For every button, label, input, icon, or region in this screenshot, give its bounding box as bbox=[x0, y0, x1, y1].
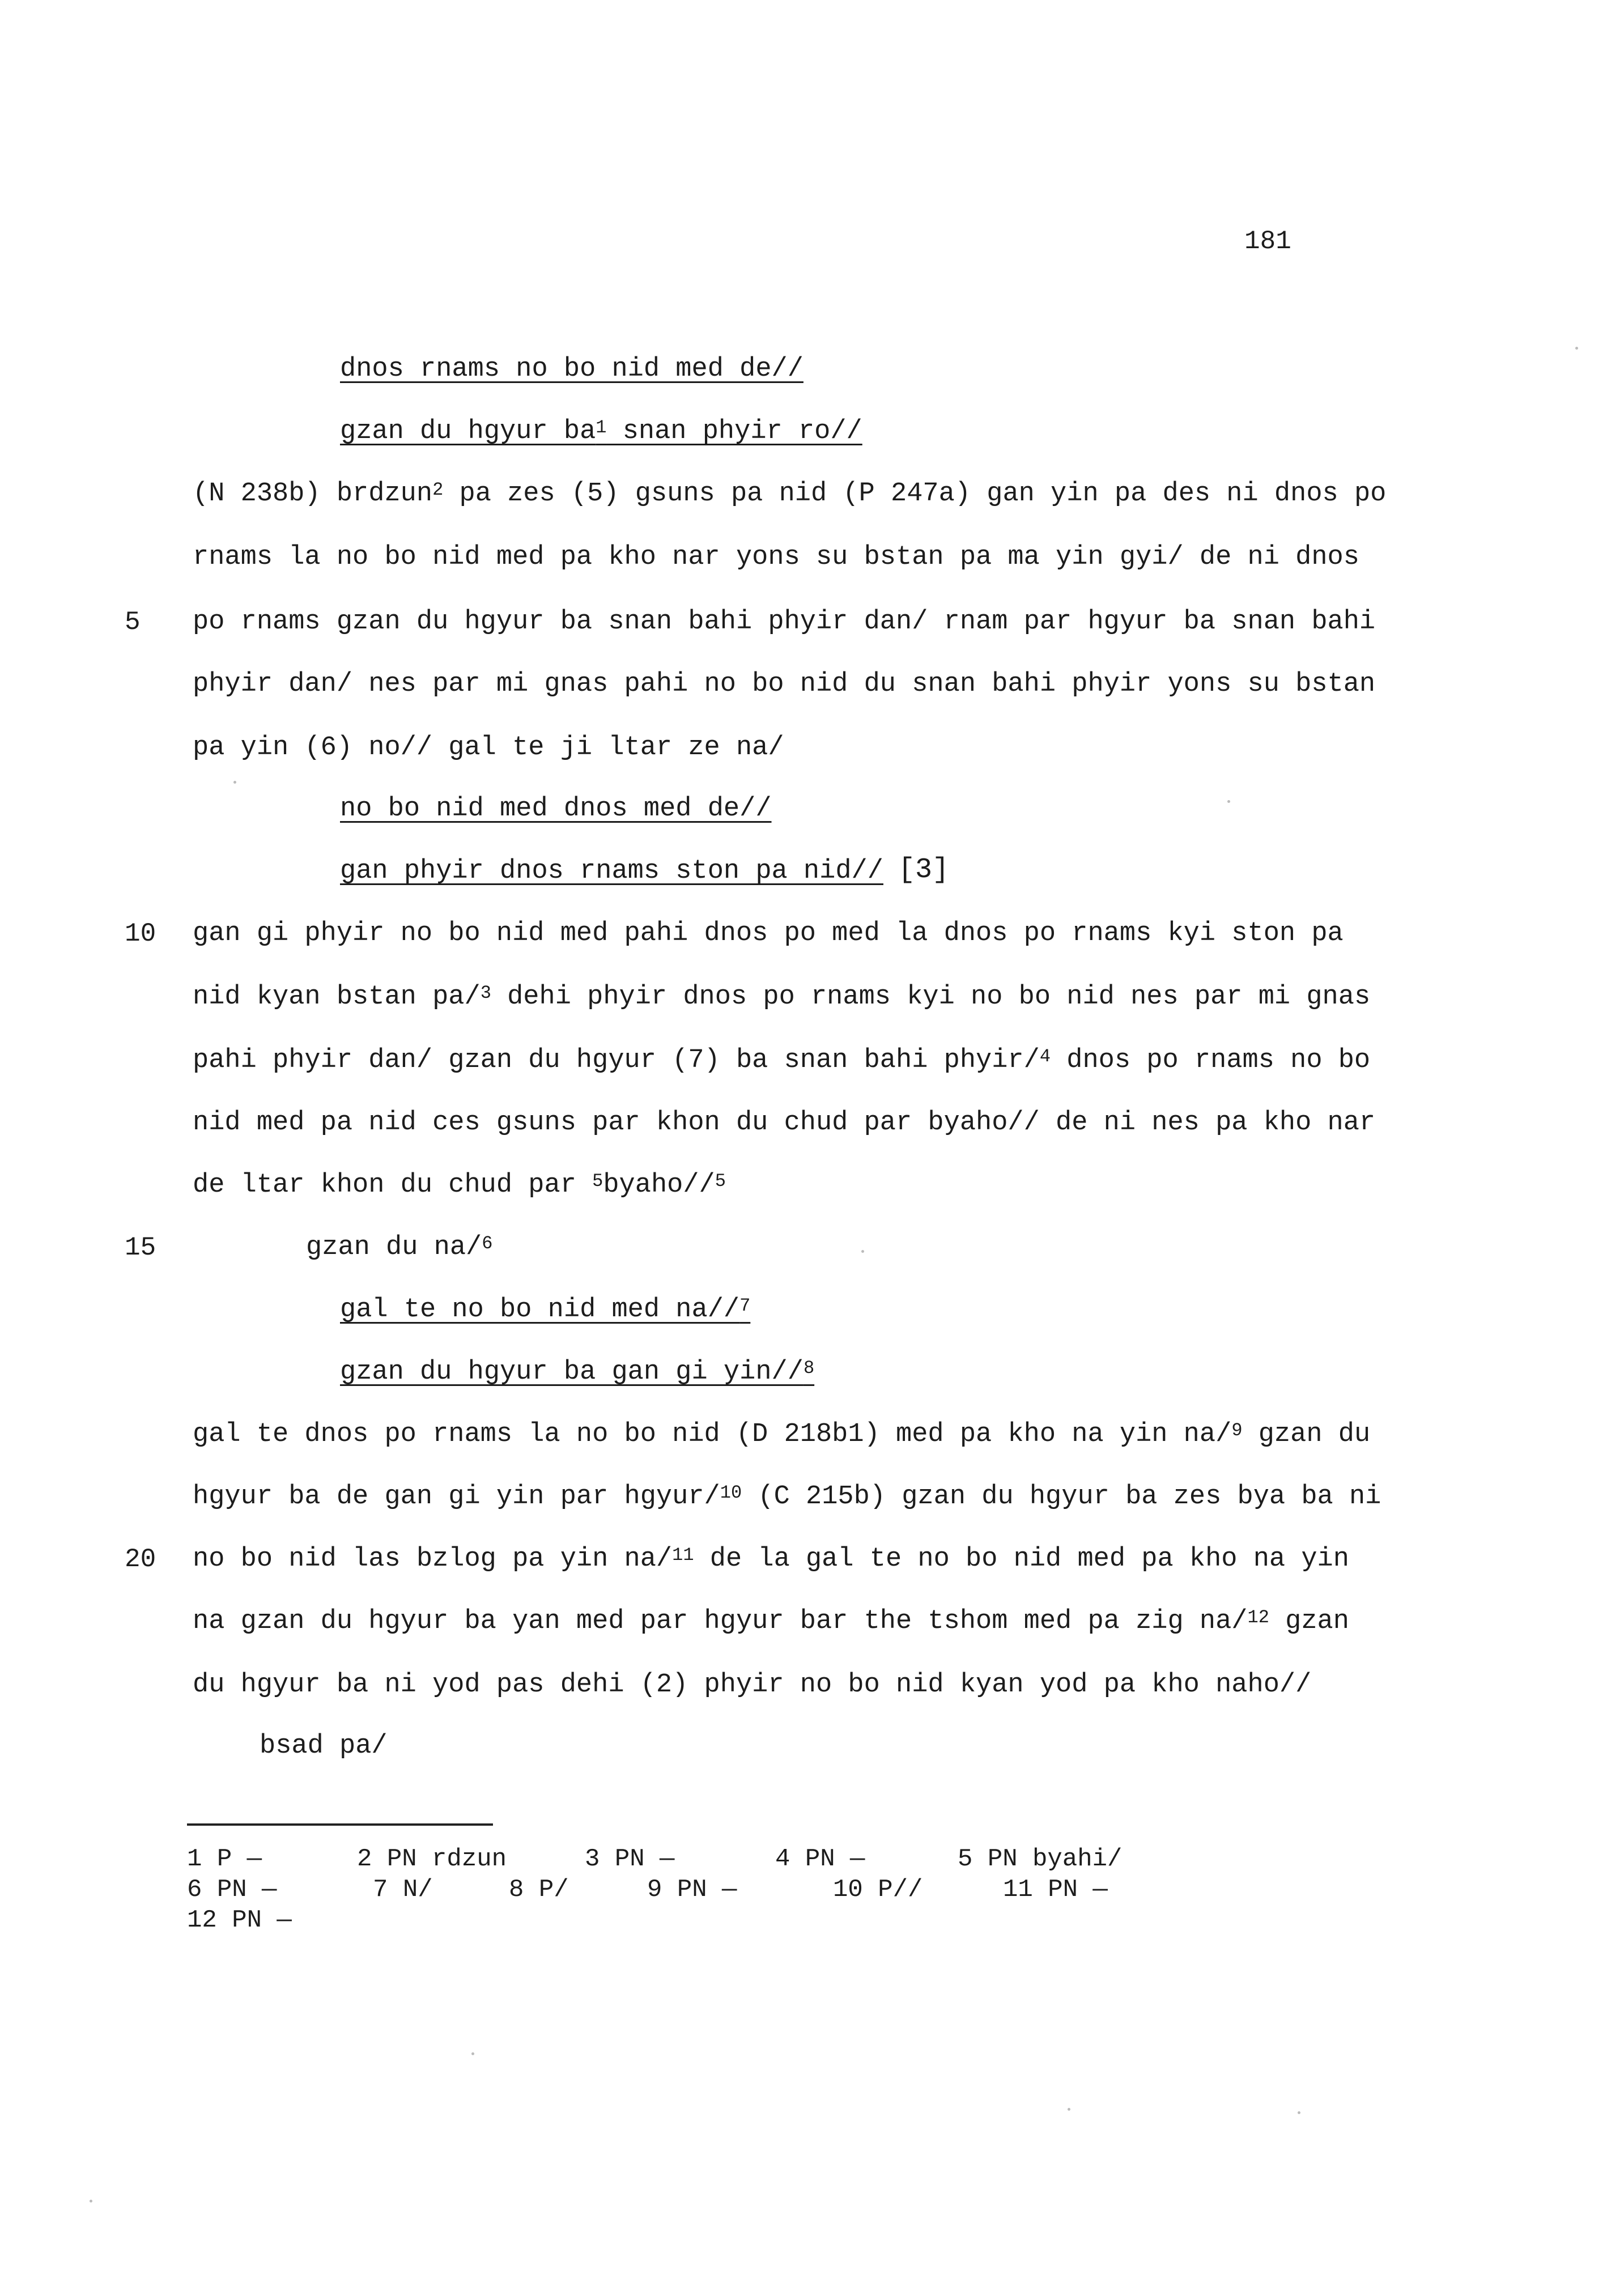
paper-speck bbox=[861, 1250, 864, 1253]
footnote-rule bbox=[187, 1823, 493, 1826]
bracket-marker: [3] bbox=[898, 854, 950, 886]
paper-speck bbox=[1068, 2108, 1070, 2111]
footnote: 7 N/ bbox=[373, 1876, 433, 1904]
line-number-15: 15 bbox=[125, 1233, 156, 1262]
footnote: 2 PN rdzun bbox=[357, 1845, 507, 1873]
verse-line: gan phyir dnos rnams ston pa nid// bbox=[340, 856, 883, 886]
verse-line: gzan du hgyur $ba^1$ snan phyir ro// bbox=[340, 416, 862, 447]
text-line: hgyur ba de gan gi yin par hgyur/$^{10}$ (C 215b) gzan du hgyur ba zes bya ba ni bbox=[193, 1482, 1381, 1512]
text-line: nid med pa nid ces gsuns par khon du chud par byaho// de ni nes pa kho nar bbox=[193, 1108, 1376, 1138]
line-number-20: 20 bbox=[125, 1545, 156, 1574]
footnote: 12 PN ― bbox=[187, 1906, 292, 1934]
footnote: 5 PN byahi/ bbox=[958, 1845, 1123, 1873]
footnote: 1 P ― bbox=[187, 1845, 262, 1873]
footnote: 11 PN ― bbox=[1003, 1876, 1108, 1904]
paper-speck bbox=[1227, 800, 1230, 803]
text-line: gan gi phyir no bo nid med pahi dnos po med la dnos po rnams kyi ston pa bbox=[193, 919, 1344, 949]
text-line: du hgyur ba ni yod pas dehi (2) phyir no bo nid kyan yod pa kho naho// bbox=[193, 1670, 1312, 1700]
text-line: (N 238b) brdzun$^2$ pa zes (5) gsuns pa nid (P 247a) gan yin pa des ni dnos po bbox=[193, 479, 1387, 509]
line-number-5: 5 bbox=[125, 607, 141, 637]
text-line: gzan du na/$^6$ bbox=[306, 1232, 493, 1262]
footnote: 10 P// bbox=[833, 1876, 923, 1904]
text-line: nid kyan bstan pa/$^3$ dehi phyir dnos po rnams kyi no bo nid nes par mi gnas bbox=[193, 982, 1371, 1012]
line-number-10: 10 bbox=[125, 919, 156, 949]
text-line: pa yin (6) no// gal te ji ltar ze na/ bbox=[193, 733, 784, 763]
paper-speck bbox=[1298, 2111, 1300, 2114]
text-line: rnams la no bo nid med pa kho nar yons su bstan pa ma yin gyi/ de ni dnos bbox=[193, 542, 1359, 572]
footnote: 9 PN ― bbox=[647, 1876, 737, 1904]
text-line: no bo nid las bzlog pa yin na/$^{11}$ de la gal te no bo nid med pa kho na yin bbox=[193, 1544, 1349, 1574]
footnote: 6 PN ― bbox=[187, 1876, 277, 1904]
text-line: po rnams gzan du hgyur ba snan bahi phyir dan/ rnam par hgyur ba snan bahi bbox=[193, 607, 1376, 637]
footnote: 3 PN ― bbox=[585, 1845, 675, 1873]
footnote: 4 PN ― bbox=[775, 1845, 865, 1873]
paper-speck bbox=[90, 2200, 92, 2203]
text-line: gal te dnos po rnams la no bo nid (D 218b1) med pa kho na yin na/$^9$ gzan du bbox=[193, 1419, 1371, 1449]
footnote: 8 P/ bbox=[509, 1876, 569, 1904]
text-line: phyir dan/ nes par mi gnas pahi no bo nid du snan bahi phyir yons su bstan bbox=[193, 669, 1376, 699]
verse-line: no bo nid med dnos med de// bbox=[340, 794, 772, 824]
paper-speck bbox=[233, 781, 236, 784]
text-line: bsad pa/ bbox=[260, 1731, 388, 1761]
paper-speck bbox=[471, 2052, 474, 2055]
verse-line: gal te no bo nid med na//$^7$ bbox=[340, 1295, 751, 1325]
verse-line: gzan du hgyur ba gan gi yin//$^8$ bbox=[340, 1357, 815, 1387]
paper-speck bbox=[1575, 347, 1578, 350]
verse-line: dnos rnams no bo nid med de// bbox=[340, 354, 804, 384]
text-line: pahi phyir dan/ gzan du hgyur (7) ba snan bahi phyir/$^4$ dnos po rnams no bo bbox=[193, 1045, 1371, 1075]
text-line: na gzan du hgyur ba yan med par hgyur bar the tshom med pa zig na/$^{12}$ gzan bbox=[193, 1606, 1349, 1636]
page-number: 181 bbox=[1244, 227, 1291, 256]
text-line: de ltar khon du chud par $^5$byaho//$^5$ bbox=[193, 1170, 726, 1200]
